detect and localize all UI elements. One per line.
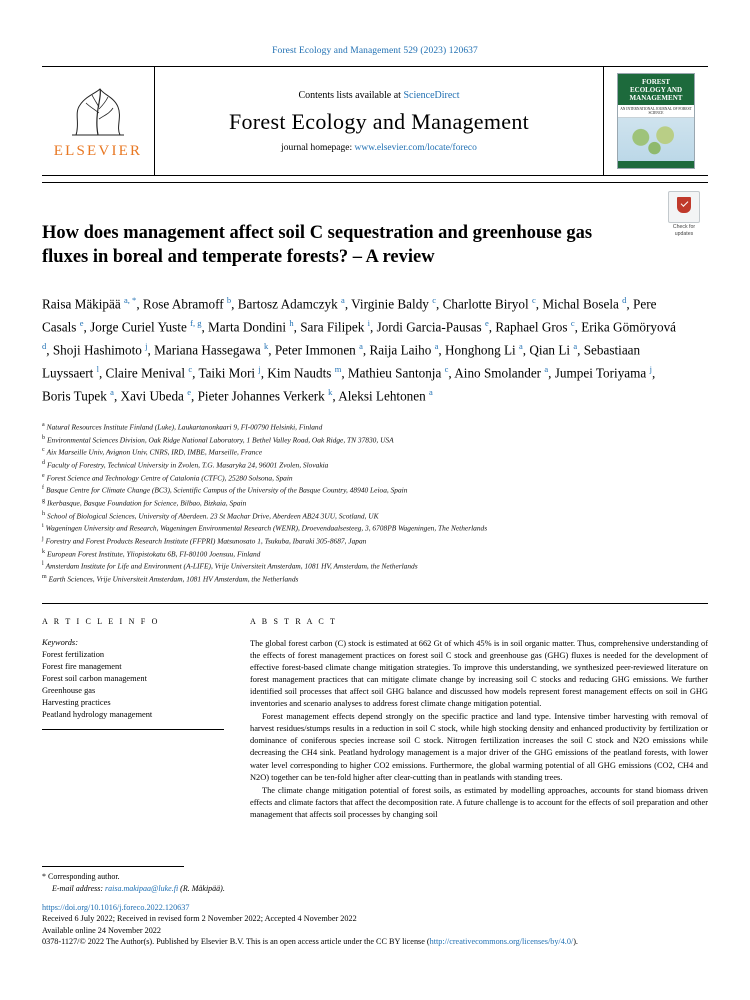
keyword-item: Harvesting practices bbox=[42, 697, 111, 707]
keyword-item: Peatland hydrology management bbox=[42, 709, 153, 719]
affiliation-text: Wageningen University and Research, Wageningen Environmental Research (WENR), Droevendaalsesteeg, 3, 6708PB Wageningen, The Netherlands bbox=[45, 523, 488, 533]
affiliation-text: Natural Resources Institute Finland (Luke), Laukartanonkaari 9, FI-00790 Helsinki, Finland bbox=[46, 422, 323, 432]
page-footer bbox=[42, 866, 708, 948]
crossmark-line1: Check for bbox=[672, 224, 696, 230]
cover-subtitle: AN INTERNATIONAL JOURNAL OF FOREST SCIENCE bbox=[618, 105, 694, 118]
email-attrib: (R. Mäkipää). bbox=[180, 884, 225, 894]
journal-cover-wrap bbox=[603, 67, 708, 175]
page-title: How does management affect soil C sequestration and greenhouse gas fluxes in boreal and temperate forests? – A review bbox=[42, 223, 593, 268]
abstract-body bbox=[250, 638, 708, 821]
affiliation-text: Forest Science and Technology Centre of Catalonia (CTFC), 25280 Solsona, Spain bbox=[46, 473, 293, 482]
affiliation-item bbox=[42, 547, 708, 560]
homepage-line bbox=[281, 143, 477, 153]
affiliation-mark: c bbox=[42, 447, 45, 454]
crossmark-badge[interactable] bbox=[662, 191, 706, 237]
affiliation-text: Earth Sciences, Vrije Universiteit Amsterdam, 1081 HV Amsterdam, the Netherlands bbox=[48, 574, 299, 584]
license-link[interactable]: http://creativecommons.org/licenses/by/4.0/ bbox=[429, 937, 574, 947]
email-label: E-mail address: bbox=[52, 884, 104, 894]
affiliation-mark: l bbox=[42, 561, 44, 568]
affiliation-item bbox=[42, 458, 708, 471]
keywords-list bbox=[42, 649, 224, 721]
affiliation-item bbox=[42, 420, 708, 433]
affiliation-item bbox=[42, 559, 708, 572]
affiliation-item bbox=[42, 509, 708, 522]
copyright-suffix: ). bbox=[573, 937, 578, 947]
cover-title-line3: MANAGEMENT bbox=[629, 94, 683, 102]
affiliation-mark: k bbox=[42, 548, 45, 555]
affiliation-text: Forestry and Forest Products Research Institute (FFPRI) Matsunosato 1, Tsukuba, Ibaraki 305-8687, Japan bbox=[45, 536, 367, 546]
affiliation-item bbox=[42, 433, 708, 446]
corresponding-author-note: * Corresponding author. bbox=[42, 872, 120, 882]
homepage-prefix: journal homepage: bbox=[281, 142, 353, 153]
available-online: Available online 24 November 2022 bbox=[42, 925, 161, 935]
affiliation-text: Environmental Sciences Division, Oak Ridge National Laboratory, 1 Bethel Valley Road, Oak Ridge, TN 37830, USA bbox=[47, 434, 394, 444]
affiliation-text: Ikerbasque, Basque Foundation for Science, Bilbao, Bizkaia, Spain bbox=[47, 498, 247, 508]
affiliation-mark: h bbox=[42, 510, 45, 517]
masthead-center bbox=[155, 67, 603, 175]
affiliation-item bbox=[42, 534, 708, 547]
journal-homepage-link[interactable]: www.elsevier.com/locate/foreco bbox=[354, 142, 477, 153]
sciencedirect-link[interactable]: ScienceDirect bbox=[403, 89, 460, 101]
info-abstract-columns bbox=[42, 617, 708, 821]
keyword-item: Forest soil carbon management bbox=[42, 673, 147, 683]
contents-line bbox=[298, 90, 459, 101]
abstract-heading: A B S T R A C T bbox=[250, 616, 338, 626]
affiliation-text: Aix Marseille Univ, Avignon Univ, CNRS, IRD, IMBE, Marseille, France bbox=[46, 447, 262, 457]
abstract-paragraph: Forest management effects depend strongly on the specific practice and land type. Intensive timber harvesting with removal of harvest residues/stumps results in a reduction in soil C stock, while high stocking density and enhanced productivity by fertilization or dominance of coniferous species increase soil C stock. Nitrogen fertilization increases the soil C stock and N2O emissions while decreasing the CH4 sink. Peatland hydrology management is a major driver of the GHG emissions of the peatland forests, with lower water level corresponding to higher CO2 emissions. Furthermore, the global warming potential of all GHG emissions (CO2, CH4 and N2O) together can be ten-fold higher after clear-cutting than in peatlands with standing trees. bbox=[250, 712, 708, 782]
submission-dates: Received 6 July 2022; Received in revised form 2 November 2022; Accepted 4 November 2022 bbox=[42, 914, 357, 924]
elsevier-wordmark: ELSEVIER bbox=[53, 142, 143, 159]
affiliation-mark: d bbox=[42, 459, 45, 466]
affiliation-text: School of Biological Sciences, University of Aberdeen. 23 St Machar Drive, Aberdeen AB24 3UU, Scotland, UK bbox=[47, 511, 379, 521]
article-info-bottom-rule bbox=[42, 729, 224, 730]
elsevier-tree-icon bbox=[66, 83, 130, 141]
affiliation-mark: m bbox=[42, 573, 47, 580]
affiliation-text: Basque Centre for Climate Change (BC3), Scientific Campus of the University of the Basque Country, 48940 Leioa, Spain bbox=[46, 485, 408, 495]
crossmark-line2: updates bbox=[674, 231, 694, 237]
journal-title: Forest Ecology and Management bbox=[228, 108, 530, 134]
info-divider bbox=[42, 603, 708, 604]
cover-title-line2: ECOLOGY AND bbox=[629, 86, 683, 94]
affiliation-item bbox=[42, 471, 708, 484]
affiliation-mark: a bbox=[42, 421, 45, 428]
abstract-paragraph: The global forest carbon (C) stock is estimated at 662 Gt of which 45% is in soil organic matter. Thus, comprehensive understanding of the effects of forest management practices on forest soil C stock and greenhouse gas (GHG) fluxes is needed for the development of effective forest-based climate change mitigation strategies. To improve this understanding, we synthesized peer-reviewed literature on forest management practices that can mitigate climate change by increasing soil C stocks and reducing GHG emissions. We further identified soil processes that affect soil GHG balance and discussed how models represent forest management effects on soil in GHG inventories and scenario analyses to address forest climate change mitigation potential. bbox=[250, 638, 708, 709]
affiliation-mark: b bbox=[42, 434, 45, 441]
keywords-label: Keywords: bbox=[42, 637, 78, 647]
affiliation-mark: e bbox=[42, 472, 45, 479]
affiliation-text: Amsterdam Institute for Life and Environment (A-LIFE), Vrije Universiteit Amsterdam, 1081 HV, Amsterdam, the Netherlands bbox=[45, 561, 418, 571]
article-info bbox=[42, 617, 224, 821]
footnote-rule bbox=[42, 866, 184, 867]
affiliation-list bbox=[42, 420, 708, 585]
affiliation-mark: j bbox=[42, 535, 44, 542]
affiliation-item bbox=[42, 521, 708, 534]
title-area bbox=[42, 183, 708, 585]
cover-map-graphic bbox=[618, 118, 694, 161]
journal-cover-image bbox=[617, 73, 695, 169]
affiliation-text: European Forest Institute, Yliopistokatu 6B, FI-80100 Joensuu, Finland bbox=[47, 549, 261, 559]
journal-masthead bbox=[42, 66, 708, 176]
affiliation-mark: g bbox=[42, 497, 45, 504]
publisher-logo bbox=[42, 67, 155, 175]
cover-bottom-bar bbox=[618, 161, 694, 168]
keyword-item: Greenhouse gas bbox=[42, 685, 96, 695]
affiliation-item bbox=[42, 572, 708, 585]
affiliation-item bbox=[42, 483, 708, 496]
abstract bbox=[250, 617, 708, 821]
cover-title bbox=[618, 74, 694, 105]
email-link[interactable]: raisa.makipaa@luke.fi bbox=[105, 884, 179, 894]
cover-title-line1: FOREST bbox=[641, 78, 670, 86]
affiliation-mark: f bbox=[42, 485, 44, 492]
article-info-heading: A R T I C L E I N F O bbox=[42, 616, 160, 626]
email-note bbox=[52, 883, 708, 895]
copyright-prefix: 0378-1127/© 2022 The Author(s). Published by Elsevier B.V. This is an open access article under the CC BY license ( bbox=[42, 937, 430, 947]
abstract-paragraph: The climate change mitigation potential of forest soils, as estimated by modelling approaches, accounts for stand biomass driven effects and climate factors that affect the decomposition rate. A future challenge is to account for the effects of soil preparation and other management that affects soil processes by changing soil bbox=[250, 785, 708, 819]
affiliation-item bbox=[42, 445, 708, 458]
crossmark-icon bbox=[668, 191, 700, 223]
affiliation-mark: i bbox=[42, 523, 44, 530]
contents-prefix: Contents lists available at bbox=[298, 89, 401, 101]
author-list: Raisa Mäkipää $^{a, *}$, Rose Abramoff $^b$, Bartosz Adamczyk $^a$, Virginie Baldy $^c$, Charlotte Biryol $^c$, Michal Bosela $^d$, Pere Casals $^e$, Jorge Curiel Yuste $^{f, g}$, Marta Dondini $^h$, Sara Filipek $^i$, Jordi Garcia-Pausas $^e$, Raphael Gros $^c$, Erika Gömöryová $^d$, Shoji Hashimoto $^j$, Mariana Hassegawa $^k$, Peter Immonen $^a$, Raija Laiho $^a$, Honghong Li $^a$, Qian Li $^a$, Sebastiaan Luyssaert $^l$, Claire Menival $^c$, Taiki Mori $^j$, Kim Naudts $^m$, Mathieu Santonja $^c$, Aino Smolander $^a$, Jumpei Toriyama $^j$, Boris Tupek $^a$, Xavi Ubeda $^e$, Pieter Johannes Verkerk $^k$, Aleksi Lehtonen $^a$ bbox=[42, 295, 677, 404]
affiliation-text: Faculty of Forestry, Technical University in Zvolen, T.G. Masaryka 24, 96001 Zvolen, Slovakia bbox=[47, 460, 329, 470]
doi-link[interactable]: https://doi.org/10.1016/j.foreco.2022.120637 bbox=[42, 902, 190, 912]
keyword-item: Forest fertilization bbox=[42, 649, 105, 659]
keyword-item: Forest fire management bbox=[42, 661, 122, 671]
affiliation-item bbox=[42, 496, 708, 509]
copyright-line bbox=[42, 936, 708, 948]
running-head: Forest Ecology and Management 529 (2023) 120637 bbox=[272, 46, 478, 56]
